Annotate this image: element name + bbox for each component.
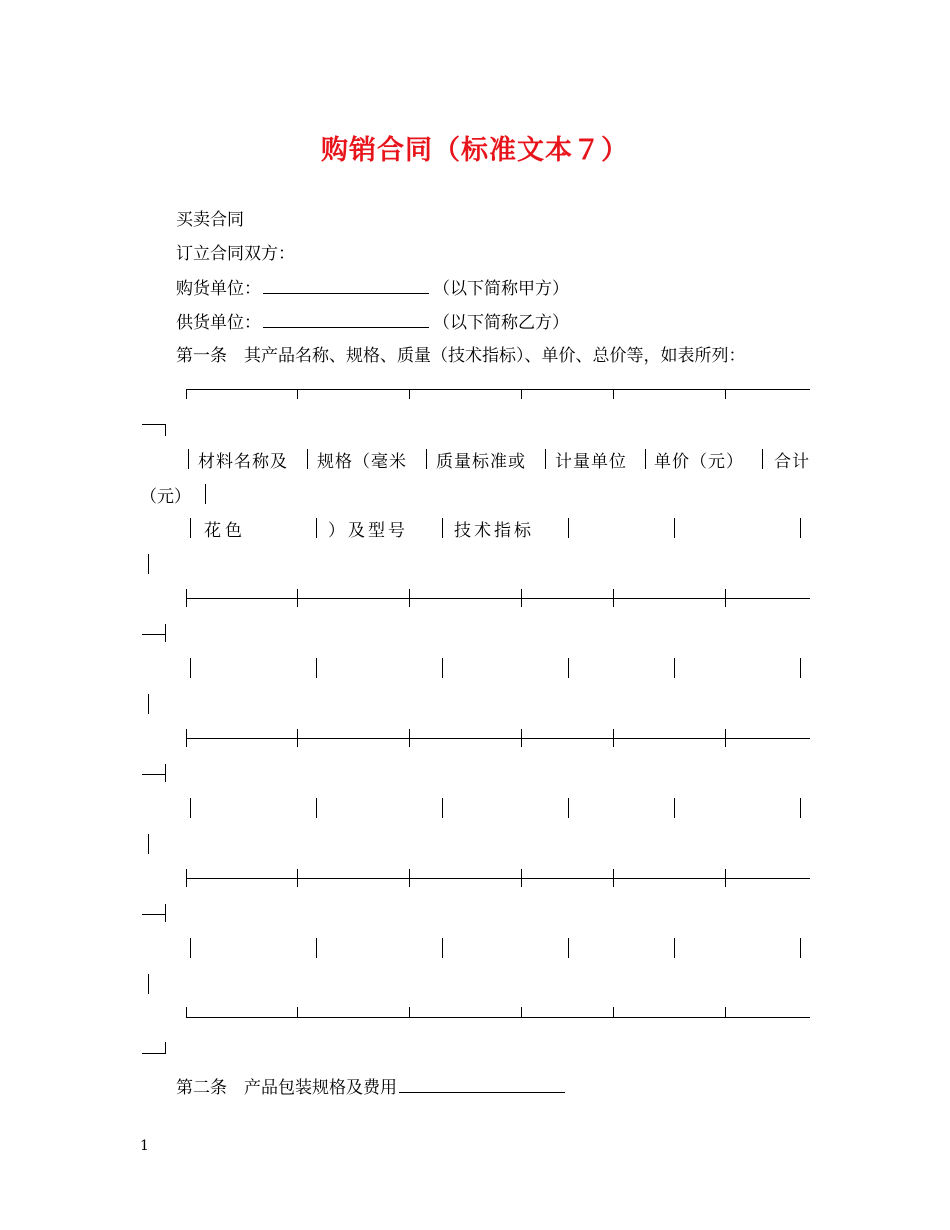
article-2-text: 第二条 产品包装规格及费用	[176, 1078, 397, 1098]
header-total: 合计	[774, 452, 810, 472]
article-1: 第一条 其产品名称、规格、质量（技术指标）、单价、总价等，如表所列：	[176, 346, 746, 366]
buyer-suffix: （以下简称甲方）	[433, 279, 569, 299]
seller-label: 供货单位：	[176, 313, 261, 333]
header-color: 花色	[204, 521, 246, 541]
text-line-buyer	[176, 276, 569, 301]
buyer-label: 购货单位：	[176, 279, 261, 299]
header-quality: 质量标准或	[436, 452, 526, 472]
article-2-blank	[399, 1075, 565, 1093]
seller-blank	[263, 310, 429, 328]
header-tech: 技术指标	[454, 521, 534, 541]
article-2	[176, 1075, 569, 1100]
document-title: 购销合同（标准文本７）	[321, 135, 629, 166]
text-line-contract-type: 买卖合同	[176, 210, 244, 230]
header-model: ）及型号	[328, 521, 408, 541]
header-unit: 计量单位	[555, 452, 627, 472]
header-material-name: 材料名称及	[198, 452, 288, 472]
text-line-parties: 订立合同双方：	[176, 244, 295, 264]
text-line-seller	[176, 310, 569, 335]
header-price: 单价（元）	[654, 452, 744, 472]
buyer-blank	[263, 276, 429, 294]
seller-suffix: （以下简称乙方）	[433, 313, 569, 333]
header-total-unit: （元）	[140, 487, 191, 507]
page-number: 1	[140, 1138, 149, 1154]
header-spec: 规格（毫米	[317, 452, 407, 472]
header-total-wrap	[140, 482, 191, 507]
